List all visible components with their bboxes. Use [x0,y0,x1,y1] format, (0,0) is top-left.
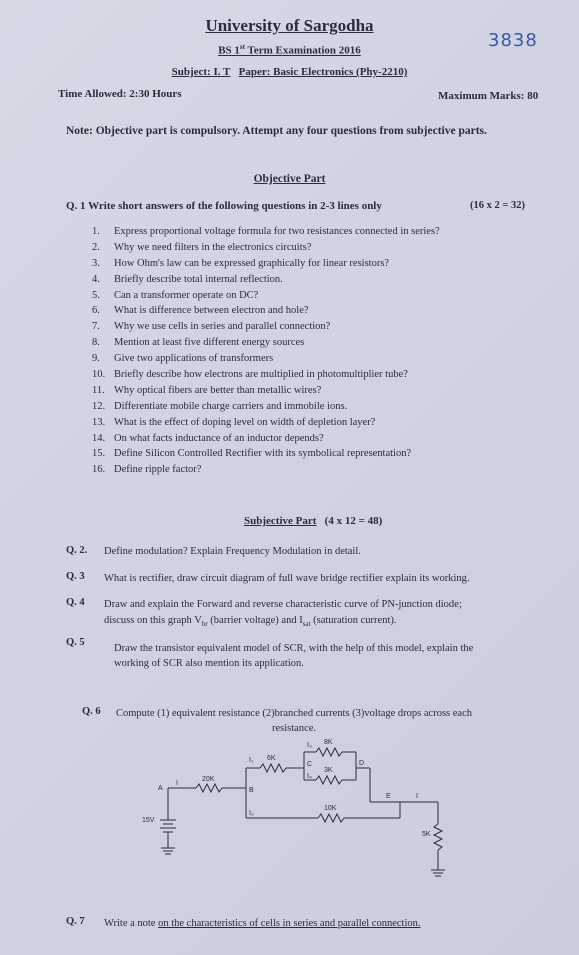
list-item [92,224,562,240]
item-number: 4. [92,273,100,285]
item-text: What is difference between electron and hole? [114,305,309,317]
list-item [92,272,562,288]
item-text: What is the effect of doping level on width of depletion layer? [114,416,376,428]
q4-text-a: discuss on this graph V [104,615,202,626]
item-text: Define Silicon Controlled Rectifier with its symbolical representation? [114,448,412,460]
objective-list [92,224,562,478]
item-number: 16. [92,464,106,476]
item-number: 15. [92,448,106,460]
q4-line-2 [104,613,397,632]
q5-line-2: working of SCR also mention its application. [114,658,304,669]
q6-line-1: Compute (1) equivalent resistance (2)branched currents (3)voltage drops across each [116,708,472,719]
term-prefix: BS 1 [218,44,240,57]
circuit-label-5k: 5K [422,831,431,838]
item-number: 9. [92,353,100,365]
item-text: Differentiate mobile charge carriers and immobile ions. [114,400,348,412]
objective-title [0,173,579,185]
list-item [92,319,562,335]
circuit-diagram [130,738,460,898]
circuit-label-10k: 10K [324,805,337,812]
item-number: 1. [92,226,100,237]
objective-title-text: Objective Part [253,173,326,185]
list-item [92,240,562,256]
question-1-marks: (16 x 2 = 32) [470,200,525,211]
q6-number: Q. 6 [82,706,101,717]
note: Note: Objective part is compulsory. Attempt any four questions from subjective parts. [66,125,487,137]
item-number: 11. [92,384,105,396]
q7-text-b: on the characteristics of cells in series and parallel connection. [158,918,421,929]
circuit-label-i3: I₃ [307,742,312,749]
item-text: Briefly describe total internal reflection. [114,273,283,285]
q6-line-2: resistance. [272,723,317,734]
item-number: 12. [92,400,106,412]
handwritten-number: 3838 [488,30,538,51]
subjective-marks: (4 x 12 = 48) [324,515,383,527]
q4-text-c: (saturation current). [310,615,397,626]
q7-text [104,916,421,931]
circuit-label-20k: 20K [202,776,215,783]
q5-number: Q. 5 [66,637,85,648]
subject-label: Subject: I. T [171,66,231,78]
list-item [92,335,562,351]
item-number: 3. [92,257,100,269]
circuit-label-i4: I₄ [307,773,312,780]
maximum-marks: Maximum Marks: 80 [438,90,539,102]
circuit-label-i2: I₂ [249,810,254,817]
q4-line-1: Draw and explain the Forward and reverse characteristic curve of PN-junction diode; [104,599,462,610]
item-text: Why we need filters in the electronics circuits? [114,241,312,253]
item-text: Express proportional voltage formula for two resistances connected in series? [114,226,440,237]
paper-label: Paper: Basic Electronics (Phy-2210) [238,66,408,78]
circuit-label-3k: 3K [324,767,333,774]
q3-text: What is rectifier, draw circuit diagram of full wave bridge rectifier explain its working. [104,573,470,584]
q4-sub-br: br [201,620,208,629]
q7-number: Q. 7 [66,916,85,927]
list-item [92,462,562,478]
q7-text-a: Write a note [104,918,159,929]
item-text: On what facts inductance of an inductor depends? [114,432,324,444]
list-item [92,367,562,383]
q4-number: Q. 4 [66,597,85,608]
item-number: 7. [92,321,100,333]
list-item [92,399,562,415]
q2-number: Q. 2. [66,545,88,556]
circuit-label-d: D [359,760,365,767]
item-text: Why we use cells in series and parallel connection? [114,321,331,333]
university-title: University of Sargodha [205,16,374,35]
circuit-label-i1: I₁ [249,757,254,764]
q3-number: Q. 3 [66,571,85,582]
item-text: Define ripple factor? [114,464,202,476]
list-item [92,446,562,462]
circuit-label-i-out: I [416,793,418,800]
item-number: 8. [92,337,100,349]
circuit-label-b: B [249,787,254,794]
list-item [92,431,562,447]
circuit-label-i: I [176,780,178,787]
item-number: 10. [92,369,106,381]
time-allowed: Time Allowed: 2:30 Hours [58,88,182,100]
circuit-label-6k: 6K [267,755,276,762]
item-text: Briefly describe how electrons are multiplied in photomultiplier tube? [114,369,408,381]
q5-line-1: Draw the transistor equivalent model of SCR, with the help of this model, explain the [114,643,474,654]
list-item [92,303,562,319]
item-number: 14. [92,432,106,444]
item-text: Why optical fibers are better than metallic wires? [114,384,322,396]
subjective-title [244,515,382,527]
subject-line [0,66,579,78]
item-text: How Ohm's law can be expressed graphically for linear resistors? [114,257,390,269]
circuit-label-8k: 8K [324,739,333,746]
term-suffix: Term Examination 2016 [244,44,361,57]
list-item [92,351,562,367]
item-number: 6. [92,305,100,317]
circuit-label-15v: 15V [142,817,155,824]
q4-sub-sat: sat [302,620,311,629]
item-number: 5. [92,289,100,301]
item-text: Mention at least five different energy sources [114,337,305,349]
list-item [92,288,562,304]
q4-text-b: (barrier voltage) and I [207,615,303,626]
item-number: 13. [92,416,106,428]
item-text: Give two applications of transformers [114,353,274,365]
question-1: Q. 1 Write short answers of the following questions in 2-3 lines only [66,200,382,212]
list-item [92,383,562,399]
list-item [92,415,562,431]
list-item [92,256,562,272]
circuit-label-e: E [386,793,391,800]
item-number: 2. [92,241,100,253]
term-sup: st [239,43,245,51]
circuit-label-c: C [307,761,313,768]
q2-text: Define modulation? Explain Frequency Modulation in detail. [104,546,361,557]
item-text: Can a transformer operate on DC? [114,289,259,301]
circuit-label-a: A [158,785,163,792]
subjective-title-text: Subjective Part [244,515,317,527]
